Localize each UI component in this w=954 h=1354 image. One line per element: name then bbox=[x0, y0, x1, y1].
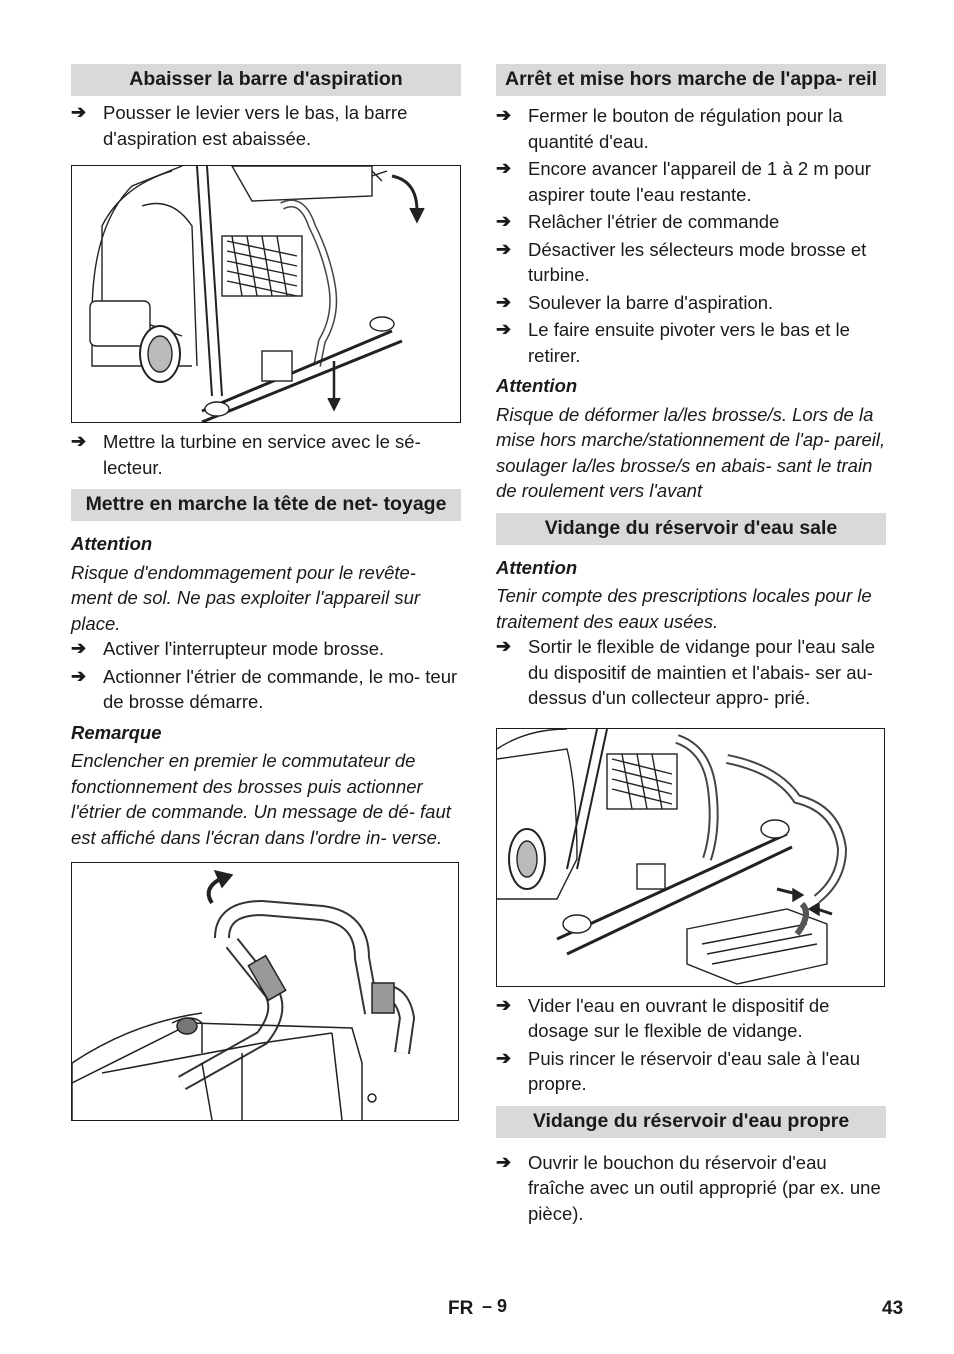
section-heading-eau-sale: Vidange du réservoir d'eau sale bbox=[496, 513, 886, 545]
remarque-text: Enclencher en premier le commutateur de fonctionnement des brosses puis actionner l'étrier de commande. Un message de dé- faut est affiché dans l'écran dans l'ordre in- verse. bbox=[71, 750, 451, 848]
step-text: Encore avancer l'appareil de 1 à 2 m pour aspirer toute l'eau restante. bbox=[528, 158, 871, 205]
instruction-step bbox=[496, 1046, 886, 1097]
arrow-right-icon: ➔ bbox=[496, 636, 512, 656]
illustration-control-handle bbox=[71, 862, 459, 1121]
section-heading-arret: Arrêt et mise hors marche de l'appa- reil bbox=[496, 64, 886, 96]
illustration-suction-bar-lowering bbox=[71, 165, 461, 423]
step-text: Ouvrir le bouchon du réservoir d'eau fraîche avec un outil approprié (par ex. une pièce). bbox=[528, 1151, 881, 1224]
machine-suction-bar-drawing bbox=[72, 166, 460, 422]
step-text: Fermer le bouton de régulation pour la quantité d'eau. bbox=[528, 105, 843, 152]
step-text: Pousser le levier vers le bas, la barre d'aspiration est abaissée. bbox=[103, 102, 408, 149]
arrow-right-icon: ➔ bbox=[71, 102, 87, 122]
arrow-right-icon: ➔ bbox=[496, 238, 512, 259]
instruction-step bbox=[496, 103, 886, 154]
arrow-right-icon: ➔ bbox=[496, 994, 512, 1015]
page-number: 43 bbox=[882, 1298, 904, 1319]
step-text: Relâcher l'étrier de commande bbox=[528, 211, 780, 232]
arrow-right-icon: ➔ bbox=[496, 291, 512, 312]
footer-language: FR bbox=[448, 1298, 474, 1319]
instruction-step bbox=[496, 1150, 886, 1227]
attention-text: Risque d'endommagement pour le revête- ment de sol. Ne pas exploiter l'appareil sur place. bbox=[71, 561, 421, 634]
instruction-step bbox=[71, 664, 461, 715]
arrow-right-icon: ➔ bbox=[496, 319, 512, 339]
instruction-step bbox=[71, 429, 461, 480]
step-text: Le faire ensuite pivoter vers le bas et le retirer. bbox=[528, 319, 850, 366]
instruction-step bbox=[71, 636, 461, 662]
section-heading-abaisser: Abaisser la barre d'aspiration bbox=[71, 64, 461, 96]
machine-handle-drawing bbox=[72, 863, 458, 1120]
step-text: Mettre la turbine en service avec le sé- lecteur. bbox=[103, 431, 421, 478]
attention-text: Risque de déformer la/les brosse/s. Lors de la mise hors marche/stationnement de l'ap- pareil, soulager la/les brosse/s en abais- sant le train de roulement vers l'avant bbox=[496, 403, 886, 501]
instruction-step bbox=[496, 993, 886, 1044]
step-text: Actionner l'étrier de commande, le mo- teur de brosse démarre. bbox=[103, 665, 458, 712]
step-text: Activer l'interrupteur mode brosse. bbox=[103, 638, 385, 659]
step-text: Soulever la barre d'aspiration. bbox=[528, 291, 774, 313]
arrow-right-icon: ➔ bbox=[496, 1047, 512, 1068]
arrow-right-icon: ➔ bbox=[71, 665, 87, 686]
instruction-step bbox=[71, 100, 461, 151]
instruction-step bbox=[496, 317, 886, 368]
step-text: Désactiver les sélecteurs mode brosse et turbine. bbox=[528, 238, 867, 285]
footer-section-number: – 9 bbox=[482, 1296, 508, 1316]
arrow-right-icon: ➔ bbox=[71, 638, 87, 658]
instruction-step bbox=[496, 634, 886, 711]
right-column bbox=[496, 64, 886, 1226]
attention-title: Attention bbox=[496, 375, 578, 396]
section-heading-eau-propre: Vidange du réservoir d'eau propre bbox=[496, 1106, 886, 1138]
attention-title: Attention bbox=[71, 533, 153, 554]
step-text: Sortir le flexible de vidange pour l'eau sale du dispositif de maintien et l'abais- ser au-dessus d'un collecteur appro- prié. bbox=[528, 636, 876, 708]
section-heading-tete-nettoyage: Mettre en marche la tête de net- toyage bbox=[71, 489, 461, 521]
arrow-right-icon: ➔ bbox=[496, 158, 512, 178]
instruction-step bbox=[496, 237, 886, 288]
instruction-step bbox=[496, 290, 886, 316]
arrow-right-icon: ➔ bbox=[71, 431, 87, 451]
arrow-right-icon: ➔ bbox=[496, 211, 512, 231]
attention-title: Attention bbox=[496, 556, 578, 578]
instruction-step bbox=[496, 209, 886, 235]
left-column bbox=[71, 64, 461, 1121]
machine-drain-hose-drawing bbox=[497, 729, 884, 986]
arrow-right-icon: ➔ bbox=[496, 105, 512, 125]
remarque-title: Remarque bbox=[71, 721, 162, 743]
instruction-step bbox=[496, 156, 886, 207]
arrow-right-icon: ➔ bbox=[496, 1151, 512, 1172]
illustration-drain-hose bbox=[496, 728, 885, 987]
step-text: Puis rincer le réservoir d'eau sale à l'eau propre. bbox=[528, 1047, 861, 1094]
step-text: Vider l'eau en ouvrant le dispositif de dosage sur le flexible de vidange. bbox=[528, 994, 830, 1041]
attention-text: Tenir compte des prescriptions locales pour le traitement des eaux usées. bbox=[496, 585, 872, 632]
